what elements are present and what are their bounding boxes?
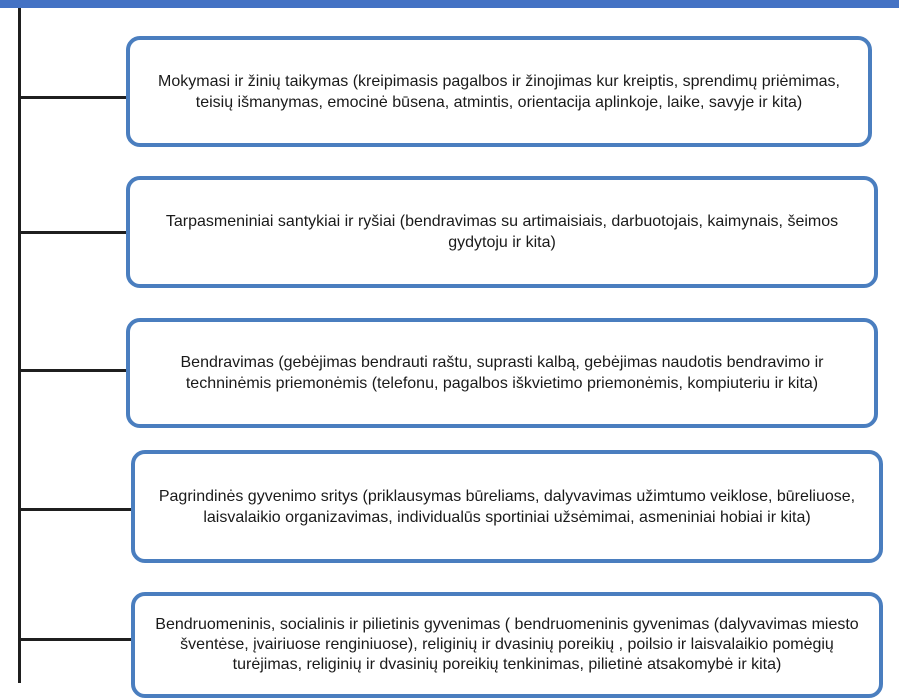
connector-branch-4 [20, 508, 133, 511]
category-text-life-areas: Pagrindinės gyvenimo sritys (priklausymas būreliams, dalyvavimas užimtumo veiklose, būreliuose, laisvalaikio organizavimas, individualūs sportiniai užsėmimai, asmeniniai hobiai ir kita) [158, 487, 856, 526]
connector-branch-3 [20, 369, 128, 372]
category-box-community [131, 592, 883, 698]
category-text-community: Bendruomeninis, socialinis ir pilietinis gyvenimas ( bendruomeninis gyvenimas (dalyvavimas miesto šventėse, įvairiuose renginiuose), religinių ir dvasinių poreikių , poilsio ir laisvalaikio pomėgių turėjimas, religinių ir dvasinių poreikių tenkinimas, pilietinė atsakomybė ir kita) [155, 616, 859, 673]
connector-branch-1 [20, 96, 128, 99]
category-box-learning [126, 36, 872, 147]
header-bar [0, 0, 899, 8]
connector-branch-2 [20, 231, 128, 234]
category-box-communication [126, 318, 878, 428]
connector-trunk [18, 8, 21, 683]
category-text-learning: Mokymasi ir žinių taikymas (kreipimasis pagalbos ir žinojimas kur kreiptis, sprendimų priėmimas, teisių išmanymas, emocinė būsena, atmintis, orientacija aplinkoje, laike, savyje ir kita) [158, 72, 840, 111]
category-text-communication: Bendravimas (gebėjimas bendrauti raštu, suprasti kalbą, gebėjimas naudotis bendravimo ir techninėmis priemonėmis (telefonu, pagalbos iškvietimo priemonėmis, kompiuteriu ir kita) [180, 354, 824, 392]
category-box-interpersonal [126, 176, 878, 288]
connector-branch-5 [20, 638, 133, 641]
category-text-interpersonal: Tarpasmeniniai santykiai ir ryšiai (bendravimas su artimaisiais, darbuotojais, kaimynais, šeimos gydytoju ir kita) [165, 213, 839, 251]
category-box-life-areas [131, 450, 883, 563]
